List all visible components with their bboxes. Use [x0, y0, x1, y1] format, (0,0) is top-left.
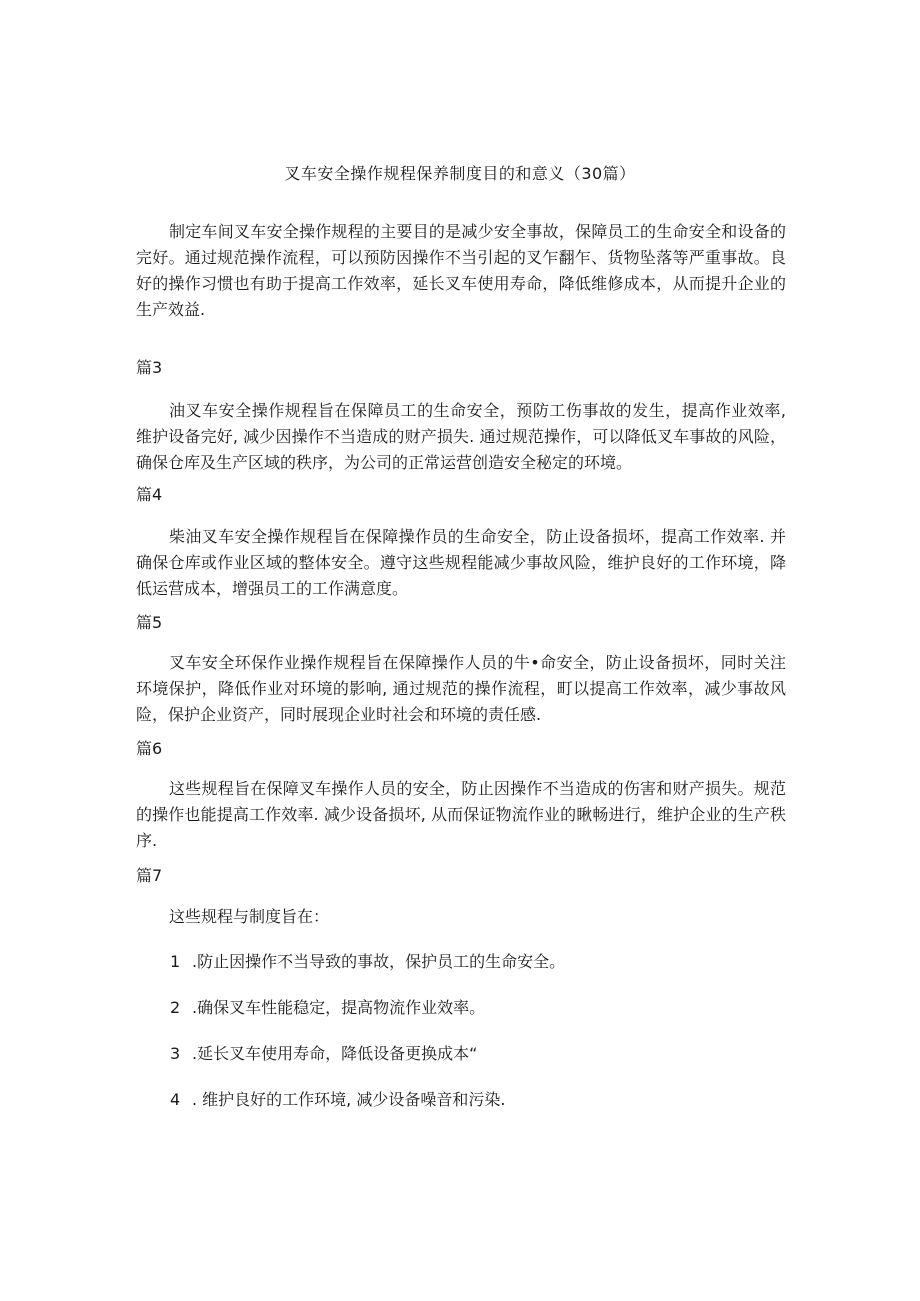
list-item-number: 3	[170, 1044, 181, 1063]
section-heading-5: 篇5	[136, 613, 163, 632]
document-title: 叉车安全操作规程保养制度目的和意义（30篇）	[284, 164, 636, 183]
list-item	[170, 951, 790, 973]
section-paragraph-4: 柴油叉车安全操作规程旨在保障操作员的生命安全，防止设备损坏，提高工作效率. 并确保仓库或作业区域的整体安全。遵守这些规程能减少事故风险，维护良好的工作环境，降低运营成本，增强员工的工作满意度。	[136, 527, 786, 598]
list-item-text: . 维护良好的工作环境, 减少设备噪音和污染.	[192, 1090, 506, 1109]
list-item-number: 2	[170, 998, 181, 1017]
section-heading-7: 篇7	[136, 866, 163, 885]
list-item	[170, 1089, 790, 1111]
section-heading-6: 篇6	[136, 739, 163, 758]
list-item-number: 4	[170, 1090, 181, 1109]
section-paragraph-6: 这些规程旨在保障叉车操作人员的安全，防止因操作不当造成的伤害和财产损失。规范的操作也能提高工作效率. 减少设备损坏, 从而保证物流作业的瞅畅进行，维护企业的生产秩序.	[136, 779, 786, 850]
intro-paragraph: 制定车间叉车安全操作规程的主要目的是减少安全事故，保障员工的生命安全和设备的完好。通过规范操作流程，可以预防因操作不当引起的叉乍翻乍、货物坠落等严重事故。良好的操作习惯也有助于提高工作效率，延长叉车使用寿命，降低维修成本，从而提升企业的生产效益.	[136, 222, 786, 319]
section-heading-3: 篇3	[136, 358, 163, 377]
list-item	[170, 997, 790, 1019]
list-item-text: .确保叉车性能稳定，提高物流作业效率。	[192, 998, 486, 1017]
section-heading-4: 篇4	[136, 485, 163, 504]
list-item-text: .防止因操作不当导致的事故，保护员工的生命安全。	[192, 952, 566, 971]
section-paragraph-7: 这些规程与制度旨在：	[169, 907, 330, 926]
list-item-number: 1	[170, 952, 181, 971]
section-paragraph-3: 油叉车安全操作规程旨在保障员工的生命安全，预防工伤事故的发生，提高作业效率, 维护设备完好, 减少因操作不当造成的财产损失. 通过规范操作，可以降低叉车事故的风险，确保仓库及生产区域的秩序，为公司的正常运营创造安全秘定的环境。	[136, 401, 786, 472]
list-item-text: .延长叉车使用寿命，降低设备更换成本“	[192, 1044, 478, 1063]
section-paragraph-5: 叉车安全环保作业操作规程旨在保障操作人员的牛•命安全，防止设备损坏，同时关注环境保护，降低作业对环境的影响, 通过规范的操作流程，町以提高工作效率，减少事故风险，保护企业资产，同时展现企业时社会和环境的责任感.	[136, 653, 786, 724]
list-item	[170, 1043, 790, 1065]
